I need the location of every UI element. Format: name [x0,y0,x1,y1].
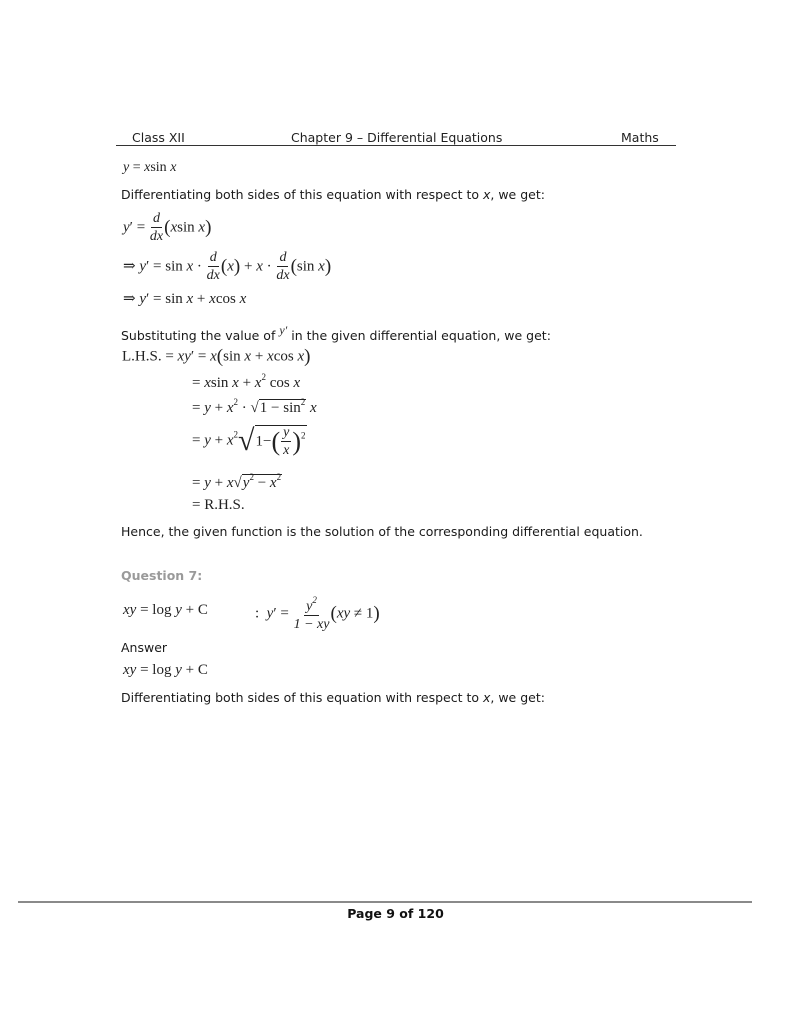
conclusion-text: Hence, the given function is the solution of the corresponding differential equation. [121,524,643,539]
diff-step-3: ⇒ y′ = sin x + xcos x [123,291,247,307]
answer-label: Answer [121,640,168,655]
question-function: xy = log y + C [123,602,208,618]
question-differential-equation: : y′ = $\frac{y^2}{1 - xy}$ (xy ≠ 1) [255,595,380,632]
answer-equation: xy = log y + C [123,662,208,678]
lhs-step-3: = $y + x^2 \cdot √1 - \sin^2 x$ [192,397,317,416]
page-number: Page 9 of 120 [347,906,444,921]
lhs-step-2: = xsin $x + x^2$ cos x [192,372,301,391]
given-equation: y = xsin x [123,160,177,175]
lhs-step-1: L.H.S. = xy′ = x(sin x + xcos x) [122,346,311,367]
lhs-step-5: = $y + x√y^2 - x^2$ [192,472,282,491]
footer-rule [18,901,752,903]
paragraph-substituting: Substituting the value of y′ in the given differential equation, we get: [121,323,551,343]
paragraph-text: Differentiating both sides of this equation with respect to x, we get: [121,187,545,202]
y-prime-inline: y′ [279,323,288,337]
paragraph-differentiating-1 [121,187,545,202]
question-label: Question 7: [121,568,203,583]
header-subject: Maths [621,130,659,145]
diff-step-1: y′ = $\frac{d}{dx}$ (xsin x) [123,211,212,244]
paragraph-differentiating-2 [121,690,545,705]
header-class: Class XII [132,130,185,145]
lhs-step-6: = R.H.S. [192,497,245,513]
header-chapter: Chapter 9 – Differential Equations [291,130,503,145]
diff-step-2: ⇒ y′ = sin x · $\frac{d}{dx}$ (x) + x · $\frac{d}{dx}$ (sin x) [123,250,332,283]
lhs-step-4: = $y + x^2√1-$( $\frac{y}{x}$ )$^2$ [192,424,306,458]
paragraph-text: Differentiating both sides of this equation with respect to x, we get: [121,690,545,705]
header-rule [116,145,676,146]
